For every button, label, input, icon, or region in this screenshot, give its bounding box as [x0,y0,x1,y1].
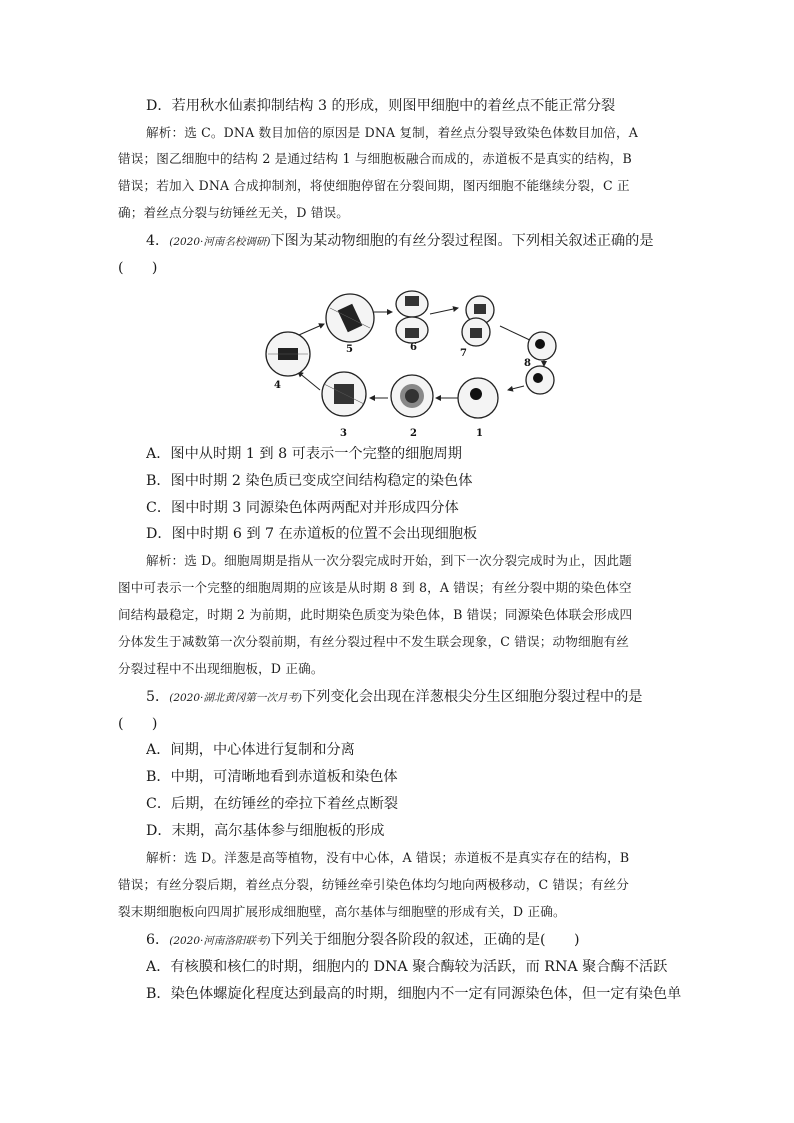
q4-analysis-line: 间结构最稳定，时期 2 为前期，此时期染色质变为染色体，B 错误；同源染色体联会形成四 [118,607,633,622]
cell-5 [326,294,374,342]
figure-label-1: 1 [476,428,483,439]
q6-stem-text: 下列关于细胞分裂各阶段的叙述，正确的是( ) [270,932,580,948]
q4-analysis-line: 图中可表示一个完整的细胞周期的应该是从时期 8 到 8，A 错误；有丝分裂中期的染色体空 [118,580,632,595]
q3-option-d: D．若用秋水仙素抑制结构 3 的形成，则图甲细胞中的着丝点不能正常分裂 [146,98,616,114]
q4-source: (2020·河南名校调研) [169,236,271,248]
q5-analysis-line: 裂末期细胞板向四周扩展形成细胞壁，高尔基体与细胞壁的形成有关，D 正确。 [118,904,566,919]
cell-3 [322,372,366,416]
q3-analysis-line: 解析：选 C。DNA 数目加倍的原因是 DNA 复制，着丝点分裂导致染色体数目加倍，A [146,125,639,140]
q4-option: A．图中从时期 1 到 8 可表示一个完整的细胞周期 [146,446,462,462]
q4-analysis-line: 分裂过程中不出现细胞板，D 正确。 [118,661,324,676]
q4-analysis-line: 解析：选 D。细胞周期是指从一次分裂完成时开始，到下一次分裂完成时为止，因此题 [146,553,632,568]
figure-label-7: 7 [460,348,467,359]
q5-option: D．末期，高尔基体参与细胞板的形成 [146,823,385,839]
figure-label-3: 3 [340,428,347,439]
cell-6 [396,291,428,343]
q5-option: A．间期，中心体进行复制和分离 [146,742,355,758]
figure-label-5: 5 [346,344,353,355]
cell-7 [462,296,494,346]
figure-label-2: 2 [410,428,417,439]
q4-option: D．图中时期 6 到 7 在赤道板的位置不会出现细胞板 [146,526,478,542]
q5-analysis-line: 错误；有丝分裂后期，着丝点分裂，纺锤丝牵引染色体均匀地向两极移动，C 错误；有丝分 [118,877,629,892]
cell-4 [266,332,310,376]
cell-1 [458,378,498,418]
q4-option: C．图中时期 3 同源染色体两两配对并形成四分体 [146,500,459,516]
q3-analysis-line: 错误；若加入 DNA 合成抑制剂，将使细胞停留在分裂间期，图丙细胞不能继续分裂，C 正 [118,178,630,193]
mitosis-figure [262,290,562,440]
q4-stem-text: 下图为某动物细胞的有丝分裂过程图。下列相关叙述正确的是 [270,233,654,249]
cell-2 [391,375,433,417]
q6-stem [146,929,706,952]
q4-number: 4． [146,233,170,249]
figure-label-6: 6 [410,342,417,353]
q5-analysis-line: 解析：选 D。洋葱是高等植物，没有中心体，A 错误；赤道板不是真实存在的结构，B [146,850,630,865]
q5-stem [146,686,706,709]
q4-option: B．图中时期 2 染色质已变成空间结构稳定的染色体 [146,473,473,489]
figure-label-8: 8 [524,358,531,369]
q6-option: A．有核膜和核仁的时期，细胞内的 DNA 聚合酶较为活跃，而 RNA 聚合酶不活跃 [146,959,668,975]
q6-number: 6． [146,932,170,948]
q5-answer-paren: ( ) [118,716,158,732]
q4-answer-paren: ( ) [118,260,158,276]
q5-stem-text: 下列变化会出现在洋葱根尖分生区细胞分裂过程中的是 [301,689,643,705]
q5-source: (2020·湖北黄冈第一次月考) [169,692,302,704]
q5-number: 5． [146,689,170,705]
q5-option: C．后期，在纺锤丝的牵拉下着丝点断裂 [146,796,399,812]
q6-source: (2020·河南洛阳联考) [169,935,271,947]
q3-analysis-line: 确；着丝点分裂与纺锤丝无关，D 错误。 [118,205,350,220]
q4-stem [146,230,706,253]
q4-analysis-line: 分体发生于减数第一次分裂前期，有丝分裂过程中不发生联会现象，C 错误；动物细胞有丝 [118,634,629,649]
q5-option: B．中期，可清晰地看到赤道板和染色体 [146,769,398,785]
q3-analysis-line: 错误；图乙细胞中的结构 2 是通过结构 1 与细胞板融合而成的，赤道板不是真实的结构，B [118,151,632,166]
q6-option: B．染色体螺旋化程度达到最高的时期，细胞内不一定有同源染色体，但一定有染色单 [146,986,682,1002]
figure-label-4: 4 [274,380,281,391]
